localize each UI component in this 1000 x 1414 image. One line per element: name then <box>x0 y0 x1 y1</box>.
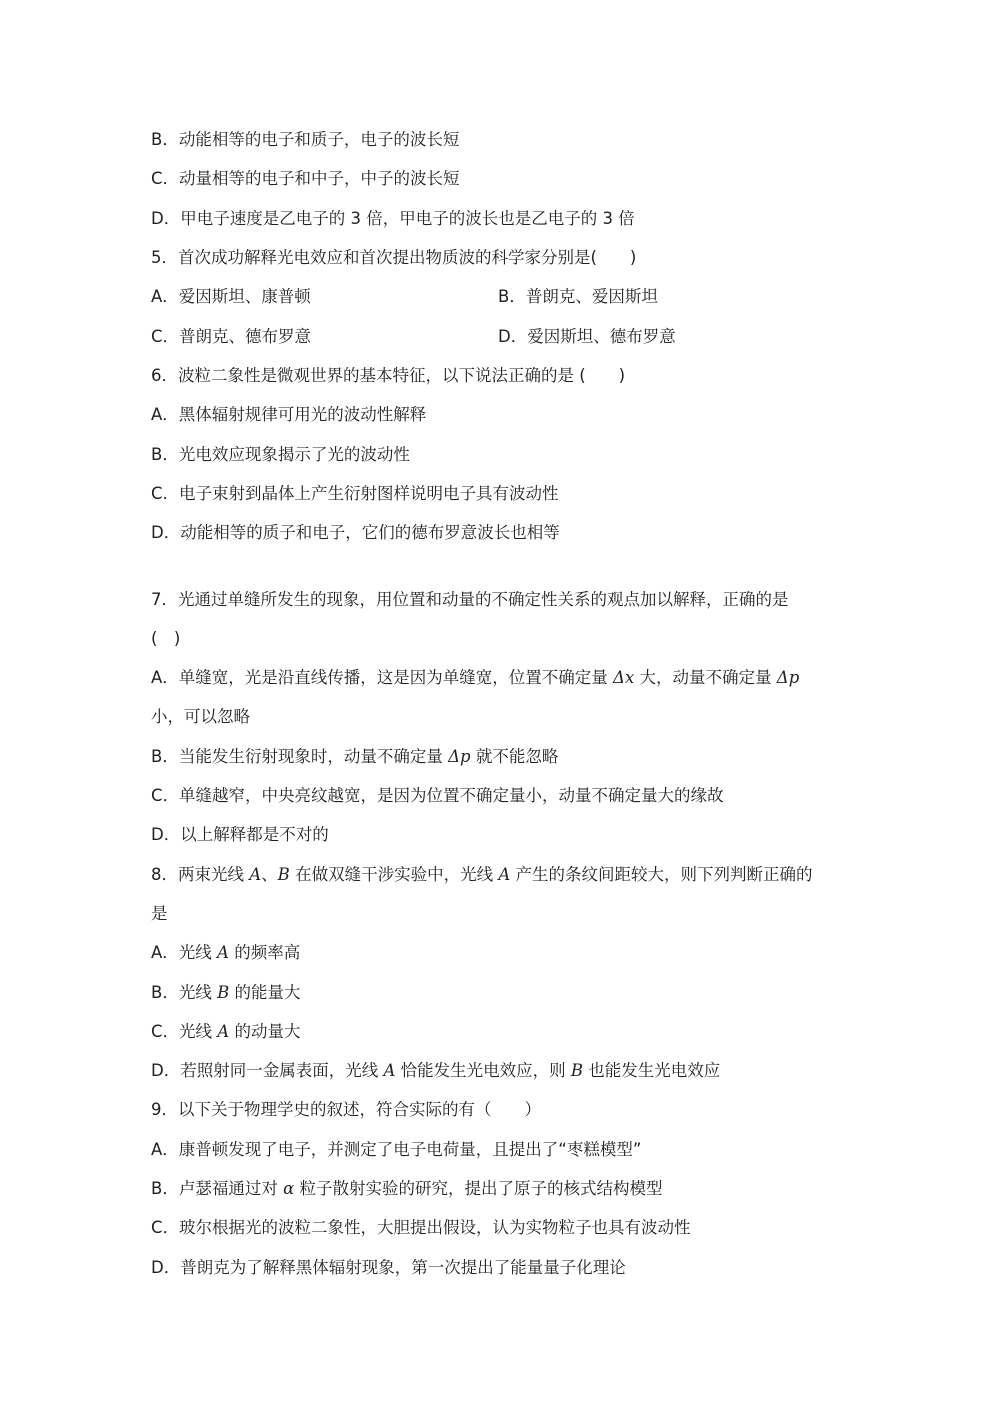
option-9a: A．康普顿发现了电子，并测定了电子电荷量，且提出了“枣糕模型” <box>151 1140 642 1159</box>
delta-x-symbol: Δx <box>613 668 635 687</box>
option-6a: A．黑体辐射规律可用光的波动性解释 <box>151 405 427 424</box>
option-5a: A．爱因斯坦、康普顿 <box>151 287 311 306</box>
option-7b: B．当能发生衍射现象时，动量不确定量 Δp 就不能忽略 <box>151 747 559 766</box>
question-9: 9．以下关于物理学史的叙述，符合实际的有（ ） <box>151 1100 541 1119</box>
option-7c: C．单缝越窄，中央亮纹越宽，是因为位置不确定量小，动量不确定量大的缘故 <box>151 786 724 805</box>
option-4b: B．动能相等的电子和质子，电子的波长短 <box>151 130 460 149</box>
question-8-cont: 是 <box>151 904 168 923</box>
option-7d: D．以上解释都是不对的 <box>151 825 329 844</box>
delta-p-symbol: Δp <box>776 668 800 687</box>
option-8c: C．光线 A 的动量大 <box>151 1022 301 1041</box>
option-5c: C．普朗克、德布罗意 <box>151 327 312 346</box>
option-6c: C．电子束射到晶体上产生衍射图样说明电子具有波动性 <box>151 484 559 503</box>
option-5b: B．普朗克、爱因斯坦 <box>498 287 658 306</box>
question-8: 8．两束光线 A、B 在做双缝干涉实验中，光线 A 产生的条纹间距较大，则下列判断正确的 <box>151 865 813 884</box>
option-9d: D．普朗克为了解释黑体辐射现象，第一次提出了能量量子化理论 <box>151 1258 626 1277</box>
option-5d: D．爱因斯坦、德布罗意 <box>498 327 676 346</box>
question-7-bracket: ( ) <box>151 629 181 648</box>
option-4d: D．甲电子速度是乙电子的 3 倍，甲电子的波长也是乙电子的 3 倍 <box>151 209 635 228</box>
option-8b: B．光线 B 的能量大 <box>151 983 301 1002</box>
option-4c: C．动量相等的电子和中子，中子的波长短 <box>151 169 460 188</box>
option-9c: C．玻尔根据光的波粒二象性，大胆提出假设，认为实物粒子也具有波动性 <box>151 1218 691 1237</box>
option-6d: D．动能相等的质子和电子，它们的德布罗意波长也相等 <box>151 523 560 542</box>
alpha-symbol: α <box>283 1179 295 1198</box>
option-8a: A．光线 A 的频率高 <box>151 943 301 962</box>
option-7a: A．单缝宽，光是沿直线传播，这是因为单缝宽，位置不确定量 Δx 大，动量不确定量 Δp <box>151 668 800 687</box>
option-9b: B．卢瑟福通过对 α 粒子散射实验的研究，提出了原子的核式结构模型 <box>151 1179 663 1198</box>
option-8d: D．若照射同一金属表面，光线 A 恰能发生光电效应，则 B 也能发生光电效应 <box>151 1061 721 1080</box>
option-7a-cont: 小，可以忽略 <box>151 707 250 726</box>
delta-p-symbol: Δp <box>448 747 471 766</box>
question-6: 6．波粒二象性是微观世界的基本特征，以下说法正确的是 ( ) <box>151 366 626 385</box>
option-6b: B．光电效应现象揭示了光的波动性 <box>151 445 410 464</box>
question-5: 5．首次成功解释光电效应和首次提出物质波的科学家分别是( ) <box>151 248 637 267</box>
question-7: 7．光通过单缝所发生的现象，用位置和动量的不确定性关系的观点加以解释，正确的是 <box>151 590 789 609</box>
